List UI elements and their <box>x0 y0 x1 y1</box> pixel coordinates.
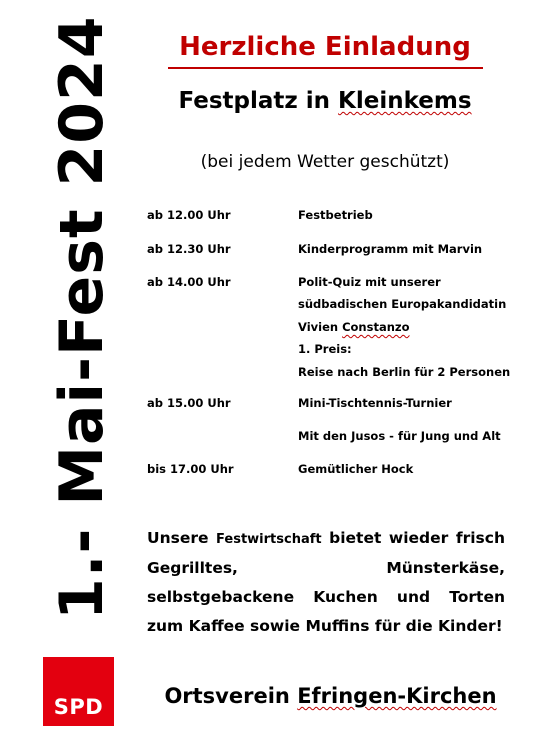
footer <box>148 684 513 709</box>
schedule-activity: 1. Preis: <box>298 342 352 356</box>
side-title: 1.- Mai-Fest 2024 <box>47 15 117 620</box>
schedule-activity: Gemütlicher Hock <box>298 462 414 476</box>
offer-part: bietet wieder frisch Gegrilltes, Münsterkäse, selbstgebackene Kuchen und Torten zum Kaffee sowie Muffins für die Kinder! <box>147 529 505 635</box>
schedule-activity: südbadischen Europakandidatin <box>298 297 507 311</box>
schedule-time: ab 15.00 Uhr <box>147 396 231 410</box>
location-title <box>165 88 485 116</box>
schedule-activity: Festbetrieb <box>298 208 373 222</box>
schedule-time: ab 12.30 Uhr <box>147 242 231 256</box>
footer-prefix: Ortsverein <box>164 684 298 708</box>
schedule-time: ab 12.00 Uhr <box>147 208 231 222</box>
schedule-time: bis 17.00 Uhr <box>147 462 234 476</box>
schedule-activity: Reise nach Berlin für 2 Personen <box>298 365 511 379</box>
schedule-row <box>147 271 537 383</box>
offer-part: Festwirtschaft <box>216 532 322 547</box>
schedule-activity: Kinderprogramm mit Marvin <box>298 242 483 256</box>
schedule-activity: Mini-Tischtennis-Turnier <box>298 396 452 410</box>
candidate-last-name: Constanzo <box>342 320 410 334</box>
spd-logo <box>43 657 114 726</box>
weather-note: (bei jedem Wetter geschützt) <box>200 152 450 172</box>
offer-part: Unsere <box>147 529 217 547</box>
heading: Herzliche Einladung <box>179 32 471 62</box>
location-prefix: Festplatz in <box>178 88 339 114</box>
schedule-candidate <box>298 316 538 338</box>
location-place: Kleinkems <box>338 88 472 114</box>
candidate-first-name: Vivien <box>298 320 343 334</box>
schedule-activity: Polit-Quiz mit unserer <box>298 275 441 289</box>
schedule-activity: Mit den Jusos - für Jung und Alt <box>298 429 501 443</box>
heading-underline <box>168 67 483 69</box>
offer-text <box>147 524 505 641</box>
footer-name: Efringen-Kirchen <box>297 684 497 708</box>
schedule-time: ab 14.00 Uhr <box>147 275 231 289</box>
logo-text: SPD <box>53 695 104 719</box>
